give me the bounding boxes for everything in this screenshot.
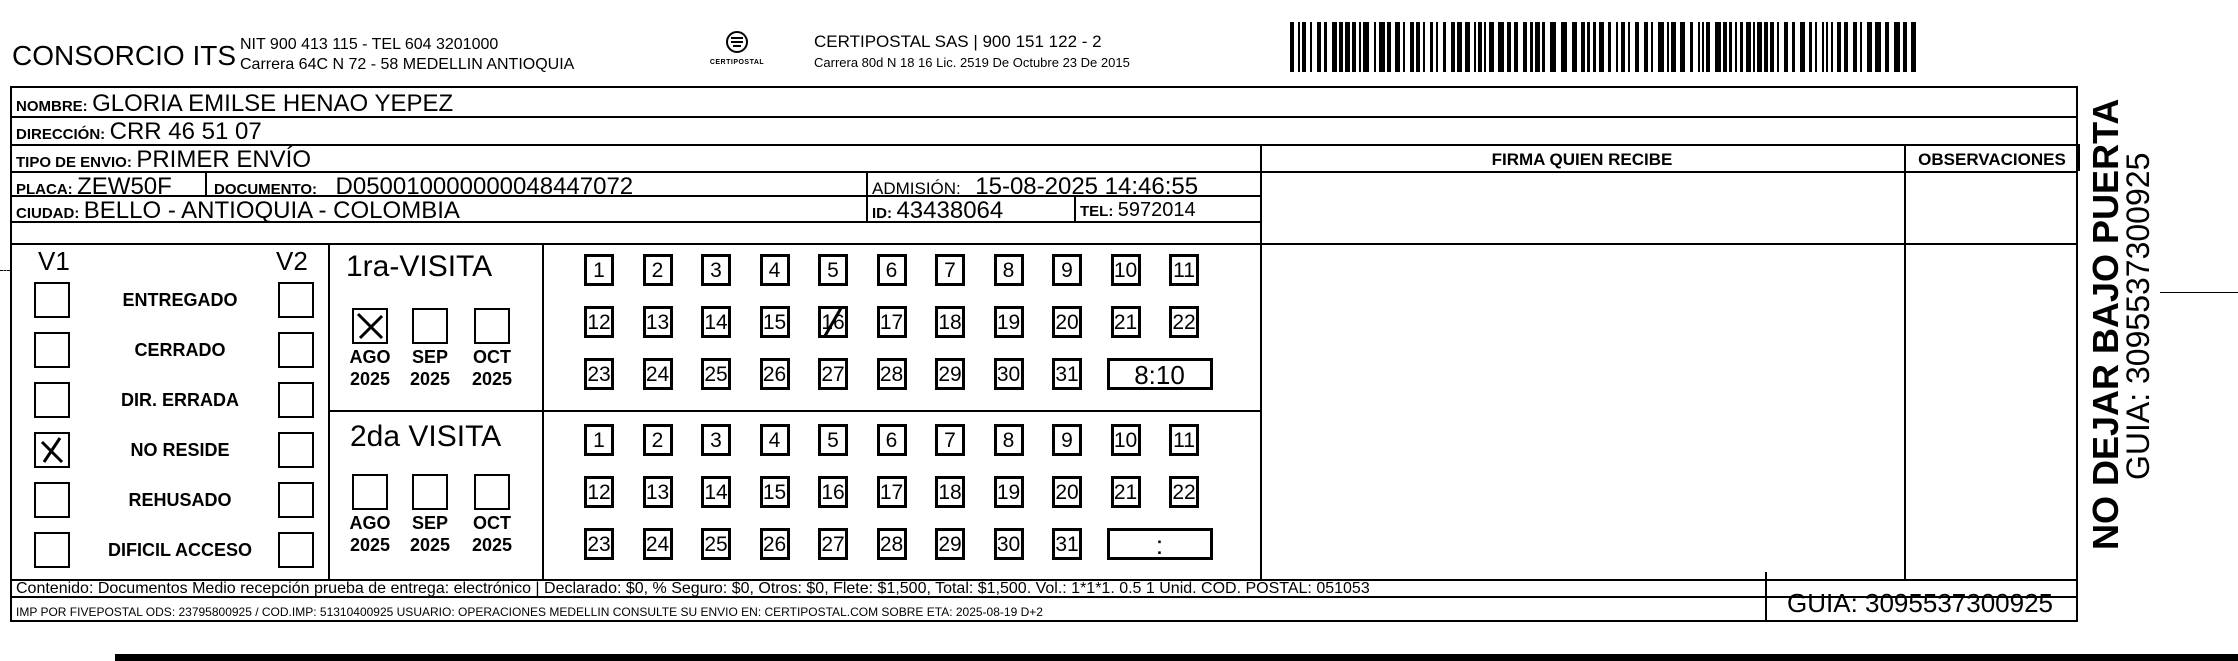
day-box[interactable]: 24 xyxy=(643,528,673,560)
day-box[interactable]: 2 xyxy=(643,254,673,286)
courier-logo-text: CERTIPOSTAL xyxy=(709,59,765,66)
v2-checkbox[interactable] xyxy=(278,432,314,468)
documento-value: D050010000000048447072 xyxy=(335,173,634,200)
day-box[interactable]: 23 xyxy=(584,528,614,560)
day-box[interactable]: 27 xyxy=(818,528,848,560)
v1-checkbox[interactable] xyxy=(34,282,70,318)
documento-label: DOCUMENTO: xyxy=(214,181,318,198)
bottom-edge xyxy=(115,654,2238,661)
side-text-2: GUIA: 3095537300925 xyxy=(2120,152,2156,480)
day-box[interactable]: 14 xyxy=(701,476,731,508)
tipo-value: PRIMER ENVÍO xyxy=(136,146,312,173)
day-box[interactable]: 29 xyxy=(935,528,965,560)
month-checkbox[interactable] xyxy=(474,308,510,344)
month-checkbox[interactable] xyxy=(412,474,448,510)
placa-label: PLACA: xyxy=(16,181,73,198)
day-box[interactable]: 18 xyxy=(935,306,965,338)
v1-header: V1 xyxy=(38,246,70,276)
day-box[interactable]: 6 xyxy=(877,254,907,286)
admision-value: 15-08-2025 14:46:55 xyxy=(975,173,1199,200)
day-box[interactable]: 12 xyxy=(584,306,614,338)
courier-logo-icon xyxy=(722,30,752,54)
day-box[interactable]: 9 xyxy=(1052,424,1082,456)
nombre-label: NOMBRE: xyxy=(16,98,88,115)
status-label: REHUSADO xyxy=(128,490,232,510)
company-nit: NIT 900 413 115 - TEL 604 3201000 xyxy=(240,36,499,53)
observaciones-header: OBSERVACIONES xyxy=(1918,150,2066,169)
day-box[interactable]: 20 xyxy=(1052,306,1082,338)
month-label: AGO 2025 xyxy=(349,513,391,555)
day-box[interactable]: 12 xyxy=(584,476,614,508)
day-box[interactable]: 22 xyxy=(1169,306,1199,338)
month-checkbox[interactable] xyxy=(474,474,510,510)
day-box[interactable]: 3 xyxy=(701,254,731,286)
day-box[interactable]: 17 xyxy=(877,476,907,508)
day-box[interactable]: 16 xyxy=(818,306,848,338)
day-box[interactable]: 31 xyxy=(1052,528,1082,560)
status-label: CERRADO xyxy=(134,340,226,360)
side-tick xyxy=(0,270,10,271)
day-box[interactable]: 19 xyxy=(994,476,1024,508)
status-label: DIR. ERRADA xyxy=(120,390,239,410)
month-label: SEP 2025 xyxy=(409,513,451,555)
barcode-bars xyxy=(1290,22,1930,72)
day-box[interactable]: 7 xyxy=(935,254,965,286)
day-box[interactable]: 27 xyxy=(818,358,848,390)
footer-guia: GUIA: 3095537300925 xyxy=(1787,588,2053,618)
ciudad-value: BELLO - ANTIOQUIA - COLOMBIA xyxy=(83,197,460,224)
tel-value: 5972014 xyxy=(1117,199,1196,221)
courier-address: Carrera 80d N 18 16 Lic. 2519 De Octubre 23 De 2015 xyxy=(814,55,1130,70)
day-box[interactable]: 19 xyxy=(994,306,1024,338)
month-label: OCT 2025 xyxy=(471,513,513,555)
day-box[interactable]: 23 xyxy=(584,358,614,390)
day-box[interactable]: 16 xyxy=(818,476,848,508)
day-box[interactable]: 5 xyxy=(818,254,848,286)
second-visit-title: 2da VISITA xyxy=(350,420,502,453)
day-box[interactable]: 29 xyxy=(935,358,965,390)
month-checkbox[interactable] xyxy=(352,474,388,510)
day-box[interactable]: 2 xyxy=(643,424,673,456)
v1-checkbox[interactable] xyxy=(34,382,70,418)
direccion-value: CRR 46 51 07 xyxy=(109,118,262,145)
v2-checkbox[interactable] xyxy=(278,482,314,518)
day-box[interactable]: 13 xyxy=(643,476,673,508)
status-label: NO RESIDE xyxy=(130,440,230,460)
day-box[interactable]: 26 xyxy=(760,528,790,560)
day-box[interactable]: 7 xyxy=(935,424,965,456)
day-box[interactable]: 4 xyxy=(760,424,790,456)
id-label: ID: xyxy=(872,205,892,222)
v1-checkbox[interactable] xyxy=(34,432,70,468)
day-box[interactable]: 15 xyxy=(760,476,790,508)
side-tick xyxy=(2160,292,2238,293)
month-label: AGO 2025 xyxy=(349,347,391,389)
month-checkbox[interactable] xyxy=(352,308,388,344)
v2-checkbox[interactable] xyxy=(278,532,314,568)
v1-checkbox[interactable] xyxy=(34,332,70,368)
day-box[interactable]: 20 xyxy=(1052,476,1082,508)
placa-value: ZEW50F xyxy=(77,173,172,200)
courier-logo xyxy=(702,30,772,70)
company-name: CONSORCIO ITS xyxy=(12,40,237,71)
month-label: OCT 2025 xyxy=(471,347,513,389)
v2-checkbox[interactable] xyxy=(278,382,314,418)
day-box[interactable]: 9 xyxy=(1052,254,1082,286)
day-box[interactable]: 15 xyxy=(760,306,790,338)
day-box[interactable]: 10 xyxy=(1111,424,1141,456)
day-box[interactable]: 25 xyxy=(701,528,731,560)
company-address: Carrera 64C N 72 - 58 MEDELLIN ANTIOQUIA xyxy=(240,56,575,73)
day-box[interactable]: 8 xyxy=(994,424,1024,456)
direccion-label: DIRECCIÓN: xyxy=(16,126,106,143)
day-box[interactable]: 30 xyxy=(994,528,1024,560)
first-visit-title: 1ra-VISITA xyxy=(346,250,493,283)
day-box[interactable]: 31 xyxy=(1052,358,1082,390)
day-box[interactable]: 5 xyxy=(818,424,848,456)
day-box[interactable]: 18 xyxy=(935,476,965,508)
barcode xyxy=(1290,22,1930,72)
day-box[interactable]: 21 xyxy=(1111,476,1141,508)
status-label: ENTREGADO xyxy=(122,290,238,310)
month-checkbox[interactable] xyxy=(412,308,448,344)
time-box[interactable]: : xyxy=(1107,528,1213,560)
day-box[interactable]: 10 xyxy=(1111,254,1141,286)
footer-contenido: Contenido: Documentos Medio recepción prueba de entrega: electrónico | Declarado: $0, % Seguro: $0, Otros: $0, Flete: $1,500, Total: $1,500. Vol.: 1*1*1. 0.5 1 Unid. COD. POSTAL: 051053 xyxy=(16,580,1370,597)
day-box[interactable]: 8 xyxy=(994,254,1024,286)
day-box[interactable]: 26 xyxy=(760,358,790,390)
courier-name: CERTIPOSTAL SAS | 900 151 122 - 2 xyxy=(814,32,1102,51)
side-text-1: NO DEJAR BAJO PUERTA xyxy=(2085,98,2126,550)
status-label: DIFICIL ACCESO xyxy=(107,540,252,560)
day-box[interactable]: 21 xyxy=(1111,306,1141,338)
day-box[interactable]: 4 xyxy=(760,254,790,286)
day-box[interactable]: 3 xyxy=(701,424,731,456)
v2-header: V2 xyxy=(276,246,308,276)
day-box[interactable]: 1 xyxy=(584,424,614,456)
day-box[interactable]: 13 xyxy=(643,306,673,338)
day-box[interactable]: 14 xyxy=(701,306,731,338)
day-box[interactable]: 28 xyxy=(877,358,907,390)
ciudad-label: CIUDAD: xyxy=(16,205,80,222)
time-box[interactable]: 8:10 xyxy=(1107,358,1213,390)
admision-label: ADMISIÓN: xyxy=(872,179,961,198)
v2-checkbox[interactable] xyxy=(278,332,314,368)
v2-checkbox[interactable] xyxy=(278,282,314,318)
day-box[interactable]: 25 xyxy=(701,358,731,390)
day-box[interactable]: 24 xyxy=(643,358,673,390)
footer-imp: IMP POR FIVEPOSTAL ODS: 23795800925 / COD.IMP: 51310400925 USUARIO: OPERACIONES MEDELLIN CONSULTE SU ENVIO EN: CERTIPOSTAL.COM SOBRE ETA: 2025-08-19 D+2 xyxy=(16,605,1043,619)
firma-header: FIRMA QUIEN RECIBE xyxy=(1491,150,1673,169)
day-box[interactable]: 17 xyxy=(877,306,907,338)
nombre-value: GLORIA EMILSE HENAO YEPEZ xyxy=(92,90,454,117)
tel-label: TEL: xyxy=(1080,203,1114,220)
id-value: 43438064 xyxy=(896,197,1004,224)
tipo-label: TIPO DE ENVIO: xyxy=(16,154,132,171)
day-box[interactable]: 30 xyxy=(994,358,1024,390)
day-box[interactable]: 28 xyxy=(877,528,907,560)
v1-checkbox[interactable] xyxy=(34,532,70,568)
v1-checkbox[interactable] xyxy=(34,482,70,518)
month-label: SEP 2025 xyxy=(409,347,451,389)
day-box[interactable]: 22 xyxy=(1169,476,1199,508)
day-box[interactable]: 6 xyxy=(877,424,907,456)
day-box[interactable]: 11 xyxy=(1169,254,1199,286)
day-box[interactable]: 11 xyxy=(1169,424,1199,456)
day-box[interactable]: 1 xyxy=(584,254,614,286)
